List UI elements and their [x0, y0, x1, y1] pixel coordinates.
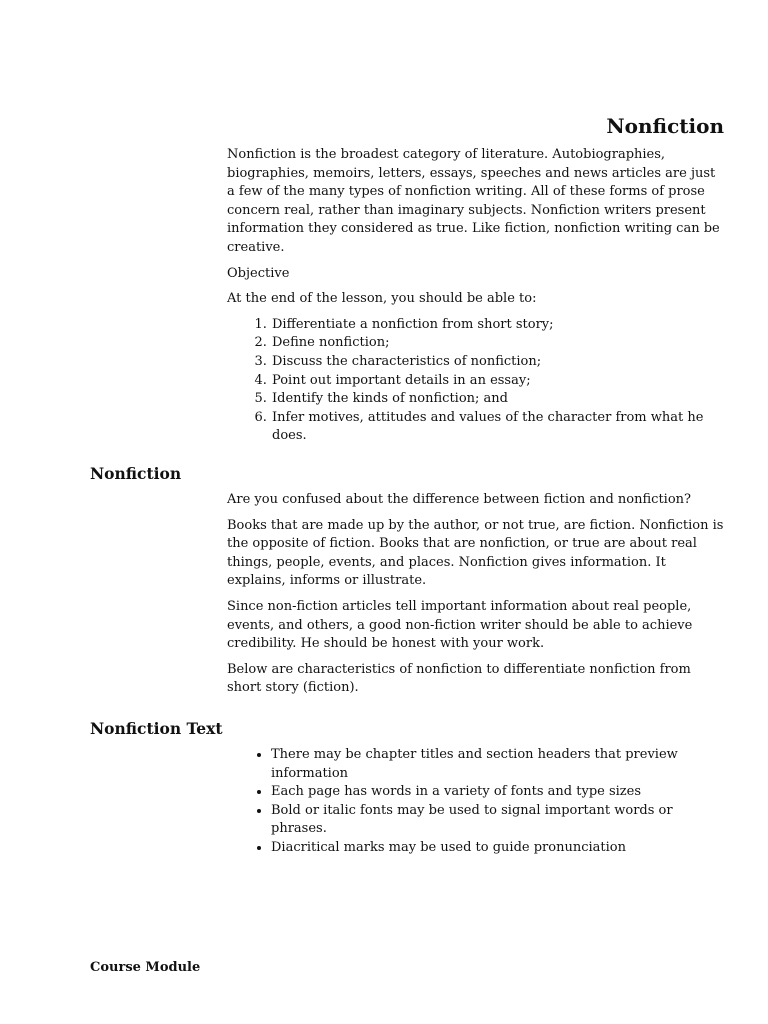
footer-course-module: Course Module — [90, 960, 201, 975]
feature-item: • Each page has words in a variety of fonts and type sizes — [271, 783, 727, 802]
objective-item: 3. Discuss the characteristics of nonfiction; — [271, 353, 727, 372]
nonfiction-section-body — [227, 491, 727, 705]
objective-item: 2. Define nonfiction; — [271, 334, 727, 353]
section-heading-nonfiction: Nonfiction — [90, 464, 182, 483]
page-title: Nonfiction — [606, 114, 724, 138]
feature-item: • There may be chapter titles and section headers that preview information — [271, 746, 727, 783]
objectives-list — [227, 316, 727, 446]
objective-item: 6. Infer motives, attitudes and values of the character from what he does. — [271, 409, 727, 446]
objective-item: 4. Point out important details in an essay; — [271, 372, 727, 391]
body-paragraph: Are you confused about the difference between fiction and nonfiction? — [227, 492, 692, 507]
objective-lead: At the end of the lesson, you should be able to: — [227, 291, 537, 307]
objective-label: Objective — [227, 265, 290, 281]
body-paragraph: Books that are made up by the author, or not true, are fiction. Nonfiction is the opposite of fiction. Books that are nonfiction, or true are about real things, people, events, and places. Nonfiction gives information. It explains, informs or illustrate. — [227, 517, 724, 589]
objective-item: 1. Differentiate a nonfiction from short story; — [271, 316, 727, 335]
nonfiction-text-section-body — [227, 746, 727, 858]
objective-item: 5. Identify the kinds of nonfiction; and — [271, 390, 727, 409]
body-paragraph: Below are characteristics of nonfiction to differentiate nonfiction from short story (fiction). — [227, 661, 691, 696]
section-heading-nonfiction-text: Nonfiction Text — [90, 719, 223, 738]
intro-section — [227, 146, 727, 446]
body-paragraph: Since non-fiction articles tell important information about real people, events, and others, a good non-fiction writer should be able to achieve credibility. He should be honest with your work. — [227, 598, 693, 652]
feature-item: • Bold or italic fonts may be used to signal important words or phrases. — [271, 802, 727, 839]
features-list — [227, 746, 727, 858]
intro-paragraph: Nonfiction is the broadest category of literature. Autobiographies, biographies, memoirs, letters, essays, speeches and news articles are just a few of the many types of nonfiction writing. All of these forms of prose concern real, rather than imaginary subjects. Nonfiction writers present information they considered as true. Like fiction, nonfiction writing can be creative. — [227, 147, 720, 255]
feature-item: • Diacritical marks may be used to guide pronunciation — [271, 839, 727, 858]
